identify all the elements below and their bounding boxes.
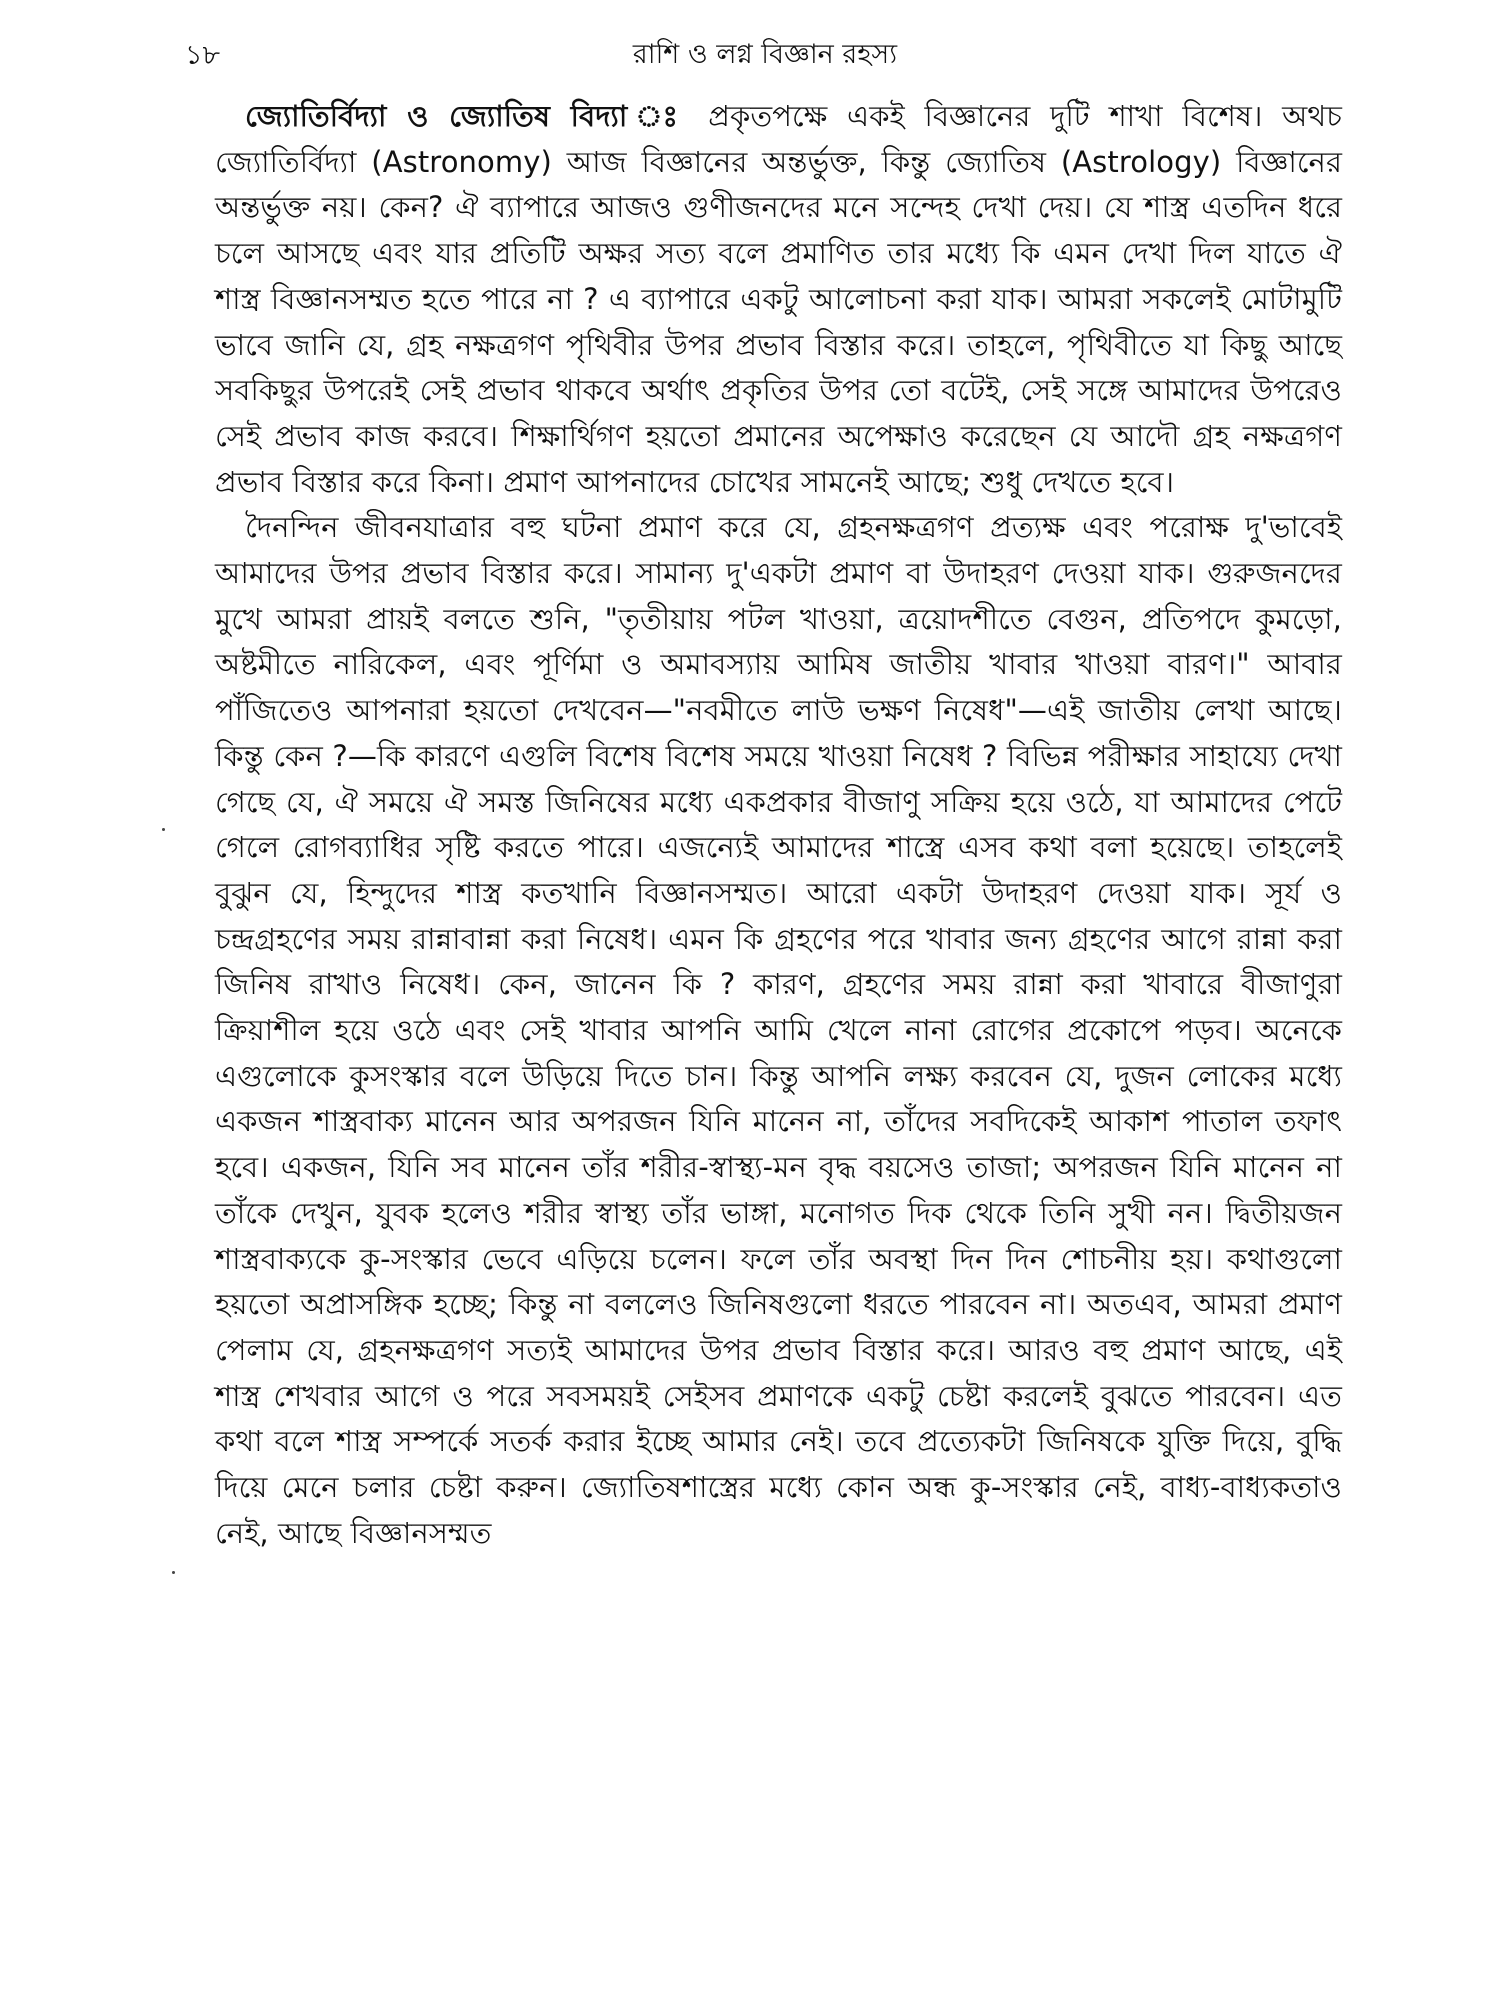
page-number: ১৮	[185, 40, 221, 71]
paragraph	[215, 94, 1342, 505]
paragraph-text: দৈনন্দিন জীবনযাত্রার বহু ঘটনা প্রমাণ করে যে, গ্রহনক্ষত্রগণ প্রত্যক্ষ এবং পরোক্ষ দু'ভাবেই আমাদের উপর প্রভাব বিস্তার করে। সামান্য দু'একটা প্রমাণ বা উদাহরণ দেওয়া যাক। গুরুজনদের মুখে আমরা প্রায়ই বলতে শুনি, "তৃতীয়ায় পটল খাওয়া, ত্রয়োদশীতে বেগুন, প্রতিপদে কুমড়ো, অষ্টমীতে নারিকেল, এবং পূর্ণিমা ও অমাবস্যায় আমিষ জাতীয় খাবার খাওয়া বারণ।" আবার পাঁজিতেও আপনারা হয়তো দেখবেন—"নবমীতে লাউ ভক্ষণ নিষেধ"—এই জাতীয় লেখা আছে। কিন্তু কেন ?—কি কারণে এগুলি বিশেষ বিশেষ সময়ে খাওয়া নিষেধ ? বিভিন্ন পরীক্ষার সাহায্যে দেখা গেছে যে, ঐ সময়ে ঐ সমস্ত জিনিষের মধ্যে একপ্রকার বীজাণু সক্রিয় হয়ে ওঠে, যা আমাদের পেটে গেলে রোগব্যাধির সৃষ্টি করতে পারে। এজন্যেই আমাদের শাস্ত্রে এসব কথা বলা হয়েছে। তাহলেই বুঝুন যে, হিন্দুদের শাস্ত্র কতখানি বিজ্ঞানসম্মত। আরো একটা উদাহরণ দেওয়া যাক। সূর্য ও চন্দ্রগ্রহণের সময় রান্নাবান্না করা নিষেধ। এমন কি গ্রহণের পরে খাবার জন্য গ্রহণের আগে রান্না করা জিনিষ রাখাও নিষেধ। কেন, জানেন কি ? কারণ, গ্রহণের সময় রান্না করা খাবারে বীজাণুরা ক্রিয়াশীল হয়ে ওঠে এবং সেই খাবার আপনি আমি খেলে নানা রোগের প্রকোপে পড়ব। অনেকে এগুলোকে কুসংস্কার বলে উড়িয়ে দিতে চান। কিন্তু আপনি লক্ষ্য করবেন যে, দুজন লোকের মধ্যে একজন শাস্ত্রবাক্য মানেন আর অপরজন যিনি মানেন না, তাঁদের সবদিকেই আকাশ পাতাল তফাৎ হবে। একজন, যিনি সব মানেন তাঁর শরীর-স্বাস্থ্য-মন বৃদ্ধ বয়সেও তাজা; অপরজন যিনি মানেন না তাঁকে দেখুন, যুবক হলেও শরীর স্বাস্থ্য তাঁর ভাঙ্গা, মনোগত দিক থেকে তিনি সুখী নন। দ্বিতীয়জন শাস্ত্রবাক্যকে কু-সংস্কার ভেবে এড়িয়ে চলেন। ফলে তাঁর অবস্থা দিন দিন শোচনীয় হয়। কথাগুলো হয়তো অপ্রাসঙ্গিক হচ্ছে; কিন্তু না বললেও জিনিষগুলো ধরতে পারবেন না। অতএব, আমরা প্রমাণ পেলাম যে, গ্রহনক্ষত্রগণ সত্যই আমাদের উপর প্রভাব বিস্তার করে। আরও বহু প্রমাণ আছে, এই শাস্ত্র শেখবার আগে ও পরে সবসময়ই সেইসব প্রমাণকে একটু চেষ্টা করলেই বুঝতে পারবেন। এত কথা বলে শাস্ত্র সম্পর্কে সতর্ক করার ইচ্ছে আমার নেই। তবে প্রত্যেকটা জিনিষকে যুক্তি দিয়ে, বুদ্ধি দিয়ে মেনে চলার চেষ্টা করুন। জ্যোতিষশাস্ত্রের মধ্যে কোন অন্ধ কু-সংস্কার নেই, বাধ্য-বাধ্যকতাও নেই, আছে বিজ্ঞানসম্মত	[215, 510, 1342, 1550]
paragraph	[215, 505, 1342, 1556]
section-heading: জ্যোতির্বিদ্যা ও জ্যোতিষ বিদ্যা ঃ	[245, 99, 689, 133]
body-text	[215, 94, 1342, 1557]
page-header	[185, 28, 1345, 78]
scan-speck-mark	[172, 1571, 175, 1574]
paragraph-text: প্রকৃতপক্ষে একই বিজ্ঞানের দুটি শাখা বিশেষ। অথচ জ্যোতির্বিদ্যা (Astronomy) আজ বিজ্ঞানের অন্তর্ভুক্ত, কিন্তু জ্যোতিষ (Astrology) বিজ্ঞানের অন্তর্ভুক্ত নয়। কেন? ঐ ব্যাপারে আজও গুণীজনদের মনে সন্দেহ দেখা দেয়। যে শাস্ত্র এতদিন ধরে চলে আসছে এবং যার প্রতিটি অক্ষর সত্য বলে প্রমাণিত তার মধ্যে কি এমন দেখা দিল যাতে ঐ শাস্ত্র বিজ্ঞানসম্মত হতে পারে না ? এ ব্যাপারে একটু আলোচনা করা যাক। আমরা সকলেই মোটামুটি ভাবে জানি যে, গ্রহ নক্ষত্রগণ পৃথিবীর উপর প্রভাব বিস্তার করে। তাহলে, পৃথিবীতে যা কিছু আছে সবকিছুর উপরেই সেই প্রভাব থাকবে অর্থাৎ প্রকৃতির উপর তো বটেই, সেই সঙ্গে আমাদের উপরেও সেই প্রভাব কাজ করবে। শিক্ষার্থিগণ হয়তো প্রমানের অপেক্ষাও করেছেন যে আদৌ গ্রহ নক্ষত্রগণ প্রভাব বিস্তার করে কিনা। প্রমাণ আপনাদের চোখের সামনেই আছে; শুধু দেখতে হবে।	[215, 99, 1343, 499]
scan-speck-mark	[162, 828, 165, 831]
running-title: রাশি ও লগ্ন বিজ্ঞান রহস্য	[632, 39, 898, 70]
